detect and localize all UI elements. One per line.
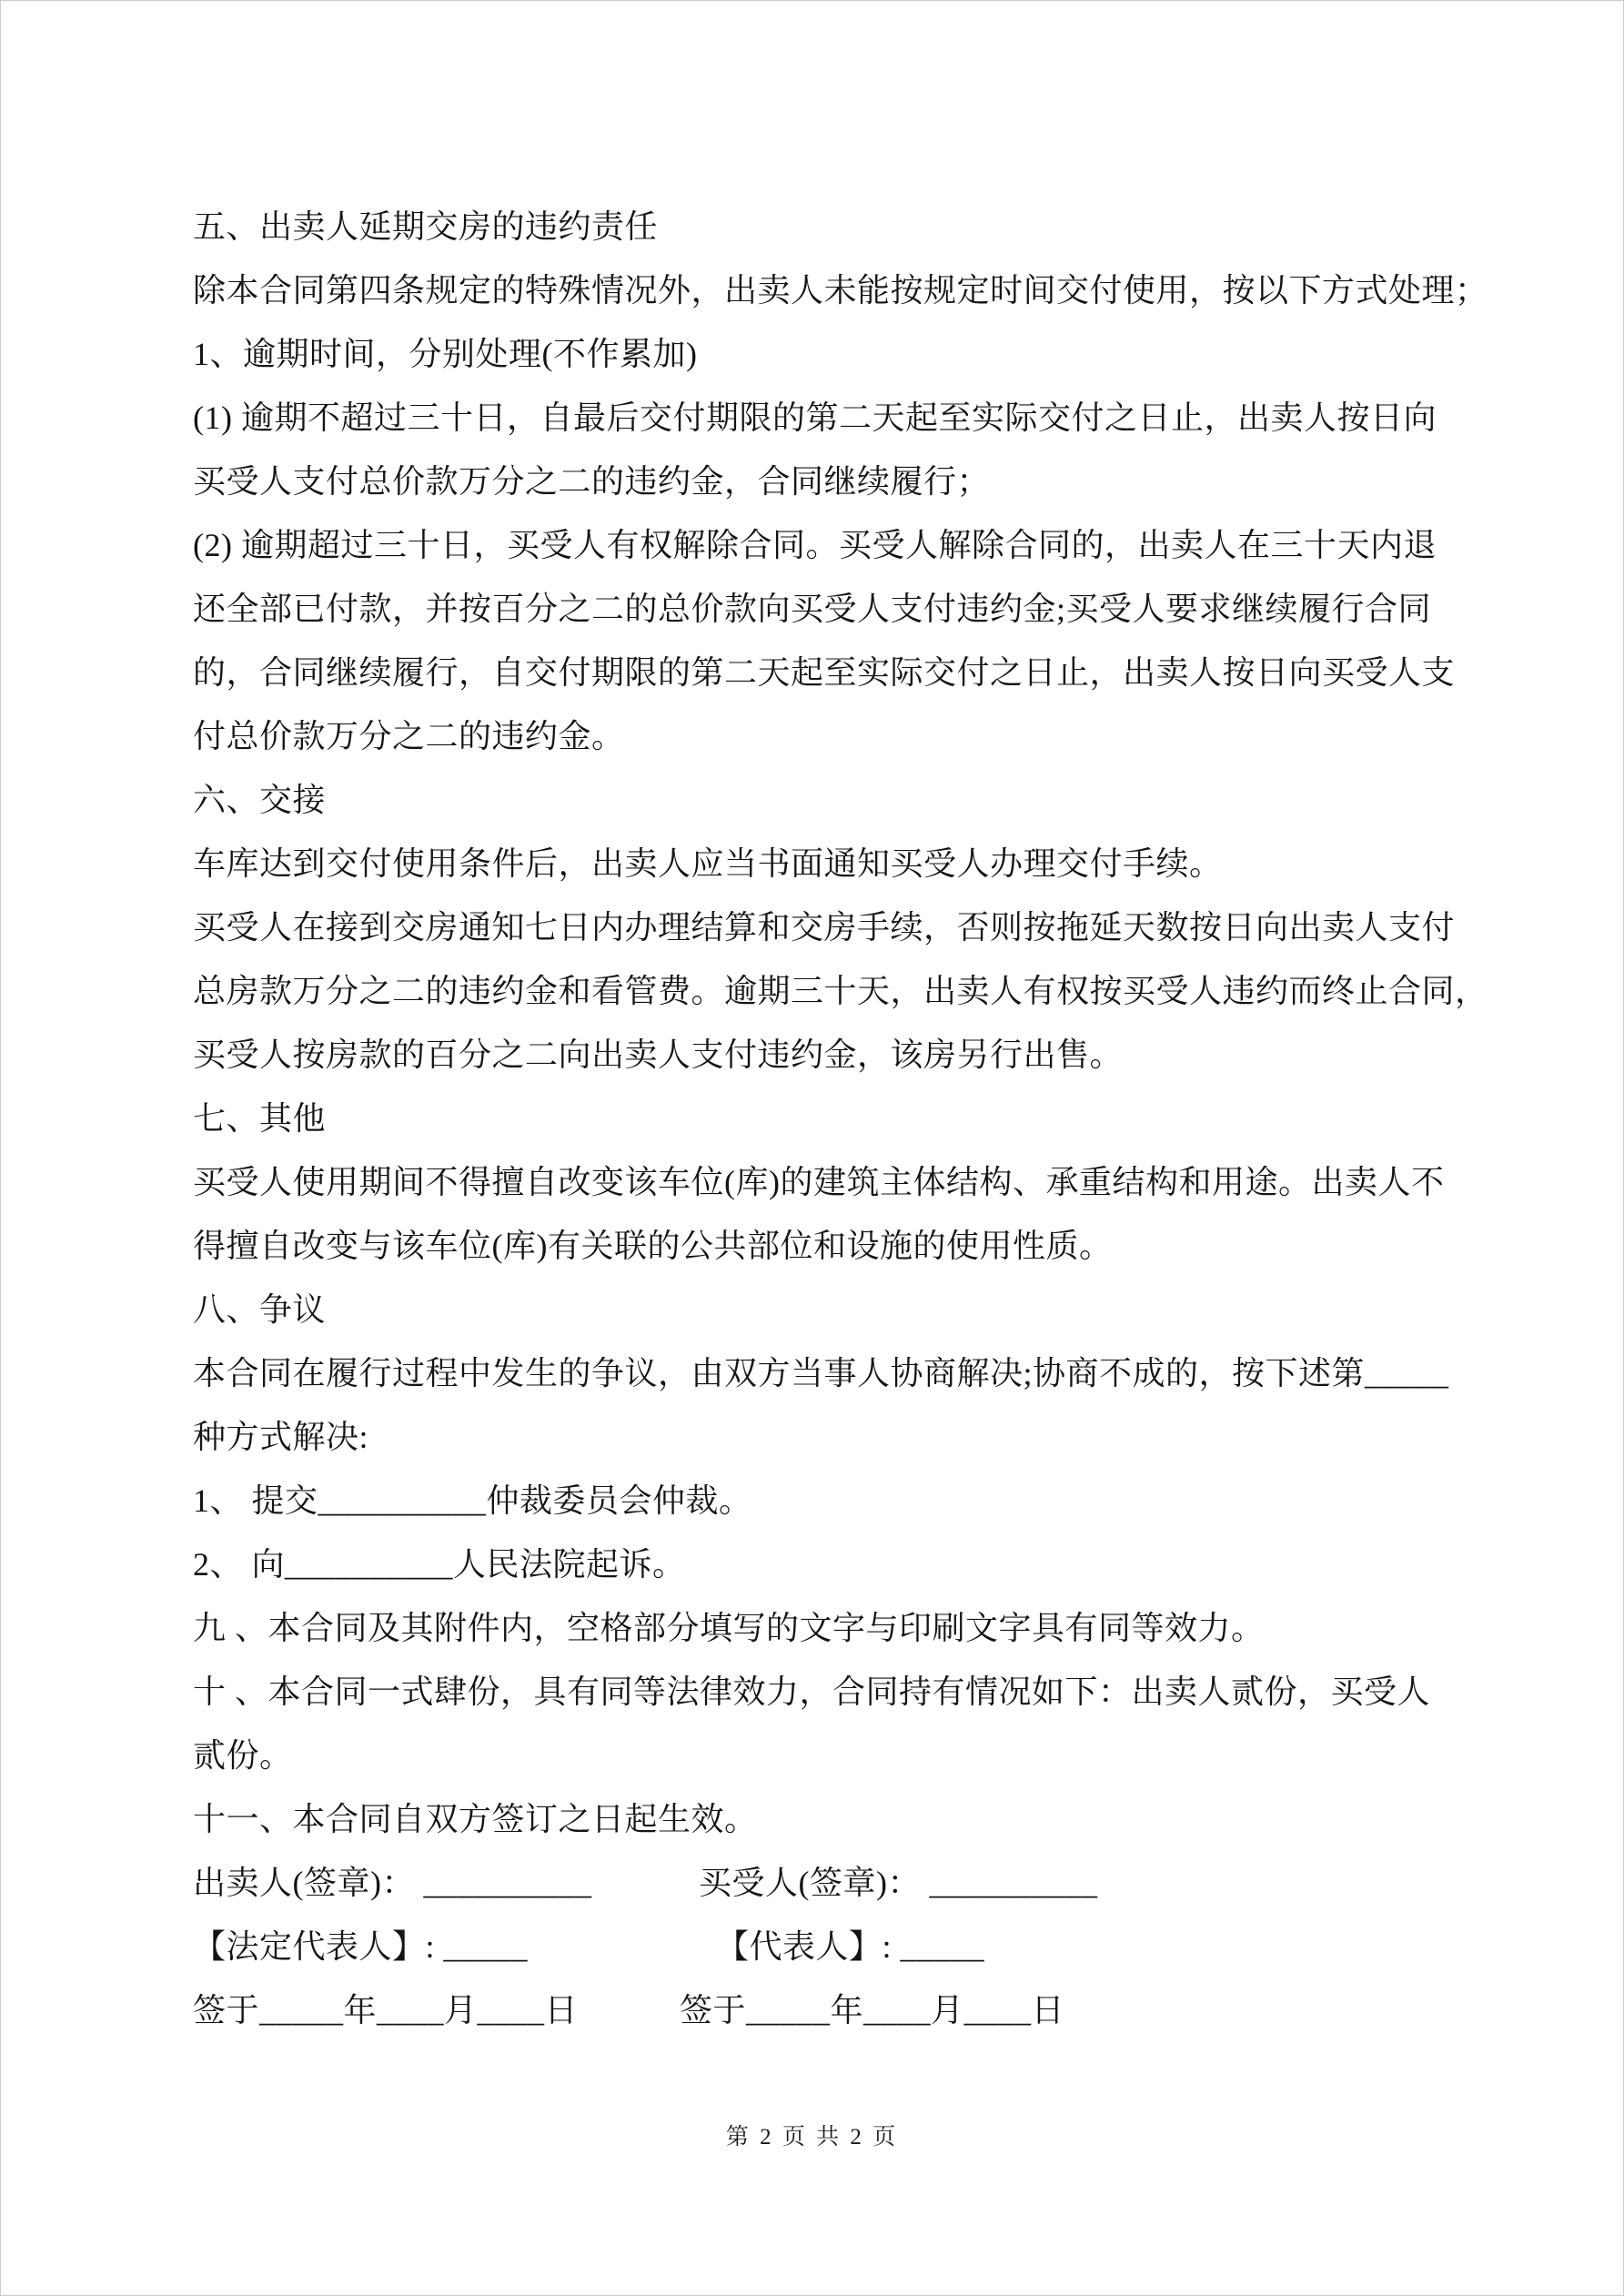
contract-line: 十 、本合同一式肆份，具有同等法律效力，合同持有情况如下：出卖人贰份，买受人 xyxy=(193,1674,1431,1710)
buyer-seal-field: 买受人(签章)： __________ xyxy=(699,1865,1098,1901)
contract-line: 十一、本合同自双方签订之日起生效。 xyxy=(193,1801,758,1837)
contract-line: 本合同在履行过程中发生的争议，由双方当事人协商解决;协商不成的，按下述第_____ xyxy=(193,1355,1449,1391)
contract-line: (2) 逾期超过三十日，买受人有权解除合同。买受人解除合同的，出卖人在三十天内退 xyxy=(193,527,1437,563)
contract-body xyxy=(193,195,1488,2042)
signature-seal-row xyxy=(193,1851,1462,1915)
seller-sign-date-field: 签于_____年____月____日 xyxy=(193,1992,579,2028)
contract-line: 1、逾期时间，分别处理(不作累加) xyxy=(193,336,698,372)
contract-line: 2、 向__________人民法院起诉。 xyxy=(193,1546,686,1583)
contract-line: 种方式解决: xyxy=(193,1419,369,1455)
contract-line: 买受人在接到交房通知七日内办理结算和交房手续，否则按拖延天数按日向出卖人支付 xyxy=(193,909,1456,946)
sign-date-row xyxy=(193,1978,1462,2042)
representative-row xyxy=(193,1915,1462,1978)
contract-line: 买受人支付总价款万分之二的违约金，合同继续履行； xyxy=(193,463,991,500)
contract-line: 总房款万分之二的违约金和看管费。逾期三十天，出卖人有权按买受人违约而终止合同， xyxy=(193,973,1488,1009)
contract-line: 车库达到交付使用条件后，出卖人应当书面通知买受人办理交付手续。 xyxy=(193,845,1223,882)
contract-line: (1) 逾期不超过三十日，自最后交付期限的第二天起至实际交付之日止，出卖人按日向 xyxy=(193,400,1437,436)
contract-line: 七、其他 xyxy=(193,1100,327,1137)
contract-line: 买受人使用期间不得擅自改变该车位(库)的建筑主体结构、承重结构和用途。出卖人不 xyxy=(193,1164,1445,1200)
contract-line: 得擅自改变与该车位(库)有关联的公共部位和设施的使用性质。 xyxy=(193,1228,1113,1264)
contract-line: 九 、本合同及其附件内，空格部分填写的文字与印刷文字具有同等效力。 xyxy=(193,1610,1265,1646)
page-number-footer: 第 2 页 共 2 页 xyxy=(725,2125,899,2149)
contract-line: 还全部已付款，并按百分之二的总价款向买受人支付违约金;买受人要求继续履行合同 xyxy=(193,591,1432,627)
contract-line: 八、争议 xyxy=(193,1291,327,1328)
contract-line: 五、出卖人延期交房的违约责任 xyxy=(193,208,659,245)
contract-line: 买受人按房款的百分之二向出卖人支付违约金，该房另行出售。 xyxy=(193,1037,1124,1073)
contract-line: 的，合同继续履行，自交付期限的第二天起至实际交付之日止，出卖人按日向买受人支 xyxy=(193,654,1456,691)
buyer-sign-date-field: 签于_____年____月____日 xyxy=(680,1992,1065,2028)
contract-line: 六、交接 xyxy=(193,782,327,818)
seller-seal-field: 出卖人(签章)： __________ xyxy=(193,1865,592,1901)
contract-line: 付总价款万分之二的违约金。 xyxy=(193,718,625,754)
seller-representative-field: 【法定代表人】: _____ xyxy=(193,1928,529,1965)
contract-line: 除本合同第四条规定的特殊情况外，出卖人未能按规定时间交付使用，按以下方式处理； xyxy=(193,272,1488,308)
contract-text-lines xyxy=(193,195,1488,1851)
contract-line: 贰份。 xyxy=(193,1737,293,1774)
contract-line: 1、 提交__________仲裁委员会仲裁。 xyxy=(193,1482,752,1519)
buyer-representative-field: 【代表人】: _____ xyxy=(716,1928,985,1965)
